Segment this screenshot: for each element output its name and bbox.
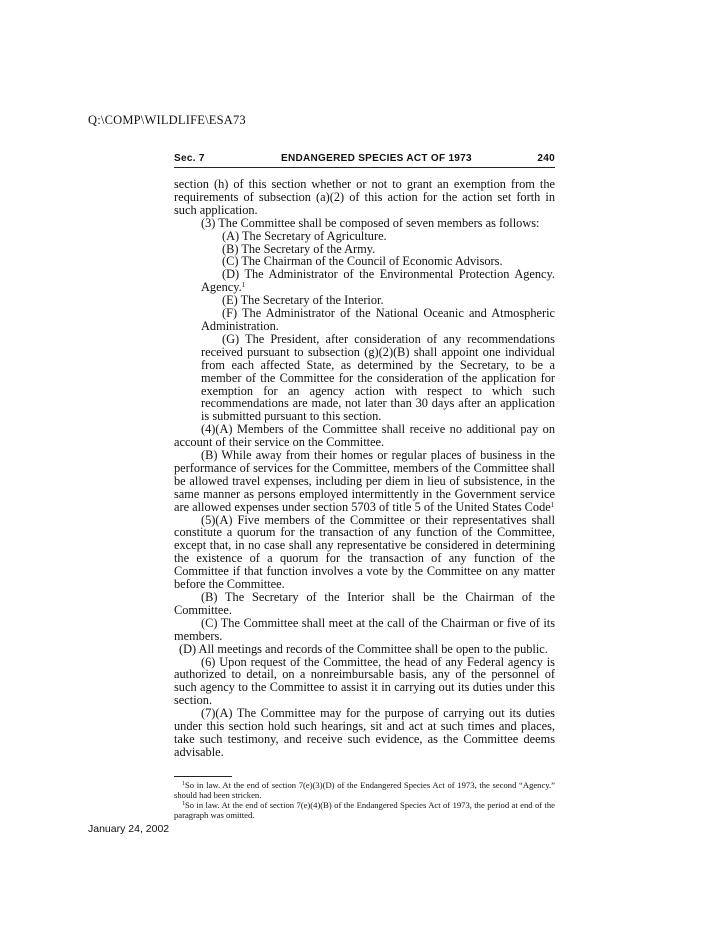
paragraph: (B) The Secretary of the Interior shall be the Chairman of the Committee. — [174, 590, 555, 617]
footnote-divider — [174, 776, 232, 777]
print-date: January 24, 2002 — [88, 823, 170, 835]
paragraph: (D) All meetings and records of the Committee shall be open to the public. — [179, 641, 548, 656]
file-path: Q:\COMP\WILDLIFE\ESA73 — [88, 113, 246, 127]
paragraph: (4)(A) Members of the Committee shall receive no additional pay on account of their service on the Committee. — [174, 422, 555, 450]
page-number: 240 — [537, 153, 555, 164]
list-item: (E) The Secretary of the Interior. — [222, 293, 384, 308]
section-label: Sec. 7 — [174, 153, 205, 164]
paragraph: (C) The Committee shall meet at the call of the Chairman or five of its members. — [174, 615, 555, 643]
list-item: (F) The Administrator of the National Oceanic and Atmospheric Administration. — [201, 306, 555, 333]
paragraph: (6) Upon request of the Committee, the head of any Federal agency is authorized to detail, on a nonreimbursable basis, any of the personnel of such agency to the Committee to assist it in carrying out its duties under this section. — [174, 654, 555, 708]
paragraph: (7)(A) The Committee may for the purpose of carrying out its duties under this section hold such hearings, sit and act at such times and places, take such testimony, and receive such evidence, as the Committee deems advisable. — [174, 706, 555, 759]
list-item: (B) The Secretary of the Army. — [222, 241, 376, 256]
paragraph: (5)(A) Five members of the Committee or their representatives shall constitute a quorum for the transaction of any function of the Committee, except that, in no case shall any representative be considered in determining the existence of a quorum for the transaction of any function of the Committee if that function involves a vote by the Committee on any matter before the Committee. — [174, 512, 555, 592]
paragraph: (3) The Committee shall be composed of seven members as follows: — [201, 215, 540, 230]
running-header — [174, 151, 555, 168]
list-item: (G) The President, after consideration of any recommendations received pursuant to subsection (g)(2)(B) shall appoint one individual from each affected State, as determined by the Secretary, to be a member of the Committee for the consideration of the application for exemption for an agency action with respect to which such recommendations are made, not later than 30 days after an application is submitted pursuant to this section. — [201, 331, 555, 424]
document-body — [174, 178, 555, 759]
footnote-ref: 1 — [241, 281, 246, 290]
footnote: $^1$So in law. At the end of section 7(e)(4)(B) of the Endangered Species Act of 1973, the period at end of the paragraph was omitted. — [174, 800, 555, 820]
list-item: (D) The Administrator of the Environmental Protection Agency. Agency.$^1$ — [201, 267, 555, 295]
paragraph: section (h) of this section whether or not to grant an exemption from the requirements of subsection (a)(2) of this action for the action set forth in such application. — [174, 177, 555, 217]
footnote-marker: 1 — [182, 781, 185, 787]
footnote: $^1$So in law. At the end of section 7(e)(3)(D) of the Endangered Species Act of 1973, the second “Agency.” should had been stricken. — [174, 780, 555, 800]
footnote-marker: 1 — [182, 801, 185, 807]
footnote-ref: 1 — [550, 500, 555, 509]
list-item: (C) The Chairman of the Council of Economic Advisors. — [222, 254, 503, 269]
paragraph: (B) While away from their homes or regular places of business in the performance of services for the Committee, members of the Committee shall be allowed travel expenses, including per diem in lieu of subsistence, in the same manner as persons employed intermittently in the Government service are allowed expenses under section 5703 of title 5 of the United States Code$^1$ — [174, 448, 555, 514]
document-title: ENDANGERED SPECIES ACT OF 1973 — [281, 153, 472, 164]
footnotes — [174, 780, 555, 820]
list-item: (A) The Secretary of Agriculture. — [222, 228, 387, 243]
